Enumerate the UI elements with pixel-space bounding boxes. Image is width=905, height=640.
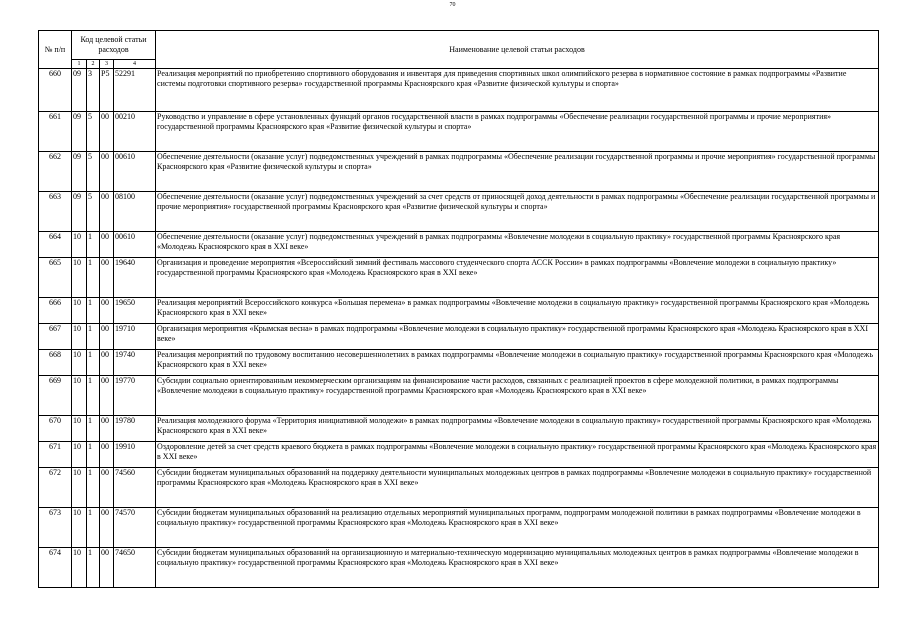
header-col-1: 1 (72, 60, 87, 69)
code-subprogram-cell: 1 (87, 416, 100, 442)
code-direction-cell: 00210 (114, 112, 156, 152)
code-program-cell: 09 (72, 69, 87, 112)
expense-name-cell: Реализация молодежного форума «Территория инициативной молодежи» в рамках подпрограммы «Вовлечение молодежи в социальную практику» государственной программы Красноярского края «Молодежь Красноярского края в XXI веке» (156, 416, 879, 442)
table-body (39, 69, 879, 588)
row-number-cell: 672 (39, 468, 72, 508)
code-program-cell: 10 (72, 548, 87, 588)
table-row (39, 376, 879, 416)
code-event-cell: 00 (100, 350, 114, 376)
code-program-cell: 09 (72, 192, 87, 232)
code-direction-cell: 74650 (114, 548, 156, 588)
table-row (39, 298, 879, 324)
code-direction-cell: 19710 (114, 324, 156, 350)
code-event-cell: 00 (100, 258, 114, 298)
code-event-cell: 00 (100, 112, 114, 152)
code-subprogram-cell: 5 (87, 112, 100, 152)
row-number-cell: 663 (39, 192, 72, 232)
code-direction-cell: 08100 (114, 192, 156, 232)
code-event-cell: 00 (100, 152, 114, 192)
code-direction-cell: 19640 (114, 258, 156, 298)
header-col-3: 3 (100, 60, 114, 69)
code-subprogram-cell: 1 (87, 232, 100, 258)
code-subprogram-cell: 5 (87, 192, 100, 232)
row-number-cell: 664 (39, 232, 72, 258)
code-direction-cell: 19650 (114, 298, 156, 324)
code-program-cell: 10 (72, 416, 87, 442)
table-row (39, 548, 879, 588)
code-direction-cell: 52291 (114, 69, 156, 112)
expense-name-cell: Обеспечение деятельности (оказание услуг) подведомственных учреждений за счет средств от приносящей доход деятельности в рамках подпрограммы «Обеспечение реализации государственной программы и прочие мероприятия» государственной программы Красноярского края «Развитие физической культуры и спорта» (156, 192, 879, 232)
page-number: 70 (449, 2, 456, 8)
code-event-cell: 00 (100, 468, 114, 508)
code-program-cell: 10 (72, 350, 87, 376)
expense-name-cell: Субсидии бюджетам муниципальных образований на организационную и материально-техническую модернизацию муниципальных молодежных центров в рамках подпрограммы «Вовлечение молодежи в социальную практику» государственной программы Красноярского края «Молодежь Красноярского края в XXI веке» (156, 548, 879, 588)
row-number-cell: 662 (39, 152, 72, 192)
row-number-cell: 667 (39, 324, 72, 350)
table-row (39, 468, 879, 508)
header-row (39, 31, 879, 60)
row-number-cell: 670 (39, 416, 72, 442)
code-direction-cell: 00610 (114, 152, 156, 192)
table-row (39, 192, 879, 232)
code-program-cell: 10 (72, 442, 87, 468)
row-number-cell: 665 (39, 258, 72, 298)
target-expense-table (38, 30, 879, 588)
code-direction-cell: 19910 (114, 442, 156, 468)
code-direction-cell: 74570 (114, 508, 156, 548)
table-row (39, 152, 879, 192)
expense-name-cell: Обеспечение деятельности (оказание услуг) подведомственных учреждений в рамках подпрограммы «Вовлечение молодежи в социальную практику» государственной программы Красноярского края «Молодежь Красноярского края в XXI веке» (156, 232, 879, 258)
expense-name-cell: Субсидии бюджетам муниципальных образований на поддержку деятельности муниципальных молодежных центров в рамках подпрограммы «Вовлечение молодежи в социальную практику» государственной программы Красноярского края «Молодежь Красноярского края в XXI веке» (156, 468, 879, 508)
code-subprogram-cell: 1 (87, 442, 100, 468)
code-event-cell: 00 (100, 324, 114, 350)
code-event-cell: 00 (100, 508, 114, 548)
row-number-cell: 671 (39, 442, 72, 468)
code-program-cell: 10 (72, 232, 87, 258)
header-name: Наименование целевой статьи расходов (156, 31, 879, 69)
code-event-cell: 00 (100, 442, 114, 468)
expense-name-cell: Реализация мероприятий по приобретению спортивного оборудования и инвентаря для приведения спортивных школ олимпийского резерва в нормативное состояние в рамках подпрограммы «Развитие системы подготовки спортивного резерва» государственной программы Красноярского края «Развитие физической культуры и спорта» (156, 69, 879, 112)
code-subprogram-cell: 5 (87, 152, 100, 192)
code-direction-cell: 00610 (114, 232, 156, 258)
table-row (39, 324, 879, 350)
expense-name-cell: Реализация мероприятий по трудовому воспитанию несовершеннолетних в рамках подпрограммы «Вовлечение молодежи в социальную практику» государственной программы Красноярского края «Молодежь Красноярского края в XXI веке» (156, 350, 879, 376)
header-code-group: Код целевой статьи расходов (72, 31, 156, 60)
expense-name-cell: Реализация мероприятий Всероссийского конкурса «Большая перемена» в рамках подпрограммы «Вовлечение молодежи в социальную практику» государственной программы Красноярского края «Молодежь Красноярского края в XXI веке» (156, 298, 879, 324)
code-subprogram-cell: 1 (87, 258, 100, 298)
header-col-2: 2 (87, 60, 100, 69)
code-subprogram-cell: 1 (87, 324, 100, 350)
code-program-cell: 10 (72, 508, 87, 548)
code-subprogram-cell: 1 (87, 376, 100, 416)
table-row (39, 112, 879, 152)
expense-name-cell: Организация и проведение мероприятия «Всероссийский зимний фестиваль массового студенческого спорта АССК России» в рамках подпрограммы «Вовлечение молодежи в социальную практику» государственной программы Красноярского края «Молодежь Красноярского края в XXI веке» (156, 258, 879, 298)
table-row (39, 258, 879, 298)
expense-name-cell: Обеспечение деятельности (оказание услуг) подведомственных учреждений в рамках подпрограммы «Обеспечение реализации государственной программы и прочие мероприятия» государственной программы Красноярского края «Развитие физической культуры и спорта» (156, 152, 879, 192)
code-event-cell: 00 (100, 416, 114, 442)
row-number-cell: 661 (39, 112, 72, 152)
code-program-cell: 10 (72, 376, 87, 416)
code-subprogram-cell: 1 (87, 468, 100, 508)
code-direction-cell: 19740 (114, 350, 156, 376)
code-program-cell: 10 (72, 298, 87, 324)
code-program-cell: 10 (72, 258, 87, 298)
code-event-cell: 00 (100, 376, 114, 416)
code-event-cell: 00 (100, 232, 114, 258)
code-program-cell: 10 (72, 324, 87, 350)
header-number: № п/п (39, 31, 72, 69)
table-row (39, 350, 879, 376)
code-subprogram-cell: 1 (87, 350, 100, 376)
expense-name-cell: Субсидии социально ориентированным некоммерческим организациям на финансирование части расходов, связанных с реализацией проектов в сфере молодежной политики, в рамках подпрограммы «Вовлечение молодежи в социальную практику» государственной программы Красноярского края «Молодежь Красноярского края в XXI веке» (156, 376, 879, 416)
code-event-cell: 00 (100, 298, 114, 324)
code-event-cell: 00 (100, 548, 114, 588)
expense-name-cell: Оздоровление детей за счет средств краевого бюджета в рамках подпрограммы «Вовлечение молодежи в социальную практику» государственной программы Красноярского края «Молодежь Красноярского края в XXI веке» (156, 442, 879, 468)
code-subprogram-cell: 1 (87, 298, 100, 324)
row-number-cell: 666 (39, 298, 72, 324)
code-subprogram-cell: 1 (87, 508, 100, 548)
code-direction-cell: 19780 (114, 416, 156, 442)
code-program-cell: 09 (72, 152, 87, 192)
code-subprogram-cell: 1 (87, 548, 100, 588)
expense-name-cell: Организация мероприятия «Крымская весна» в рамках подпрограммы «Вовлечение молодежи в социальную практику» государственной программы Красноярского края «Молодежь Красноярского края в XXI веке» (156, 324, 879, 350)
expense-name-cell: Руководство и управление в сфере установленных функций органов государственной власти в рамках подпрограммы «Обеспечение реализации государственной программы и прочие мероприятия» государственной программы Красноярского края «Развитие физической культуры и спорта» (156, 112, 879, 152)
row-number-cell: 668 (39, 350, 72, 376)
code-direction-cell: 74560 (114, 468, 156, 508)
row-number-cell: 673 (39, 508, 72, 548)
table-row (39, 69, 879, 112)
row-number-cell: 674 (39, 548, 72, 588)
code-event-cell: 00 (100, 192, 114, 232)
code-event-cell: P5 (100, 69, 114, 112)
table-row (39, 416, 879, 442)
table-row (39, 442, 879, 468)
code-subprogram-cell: 3 (87, 69, 100, 112)
row-number-cell: 669 (39, 376, 72, 416)
code-program-cell: 10 (72, 468, 87, 508)
row-number-cell: 660 (39, 69, 72, 112)
code-direction-cell: 19770 (114, 376, 156, 416)
code-program-cell: 09 (72, 112, 87, 152)
expense-name-cell: Субсидии бюджетам муниципальных образований на реализацию отдельных мероприятий муниципальных программ, подпрограмм молодежной политики в рамках подпрограммы «Вовлечение молодежи в социальную практику» государственной программы Красноярского края «Молодежь Красноярского края в XXI веке» (156, 508, 879, 548)
header-col-4: 4 (114, 60, 156, 69)
table-row (39, 508, 879, 548)
table-row (39, 232, 879, 258)
